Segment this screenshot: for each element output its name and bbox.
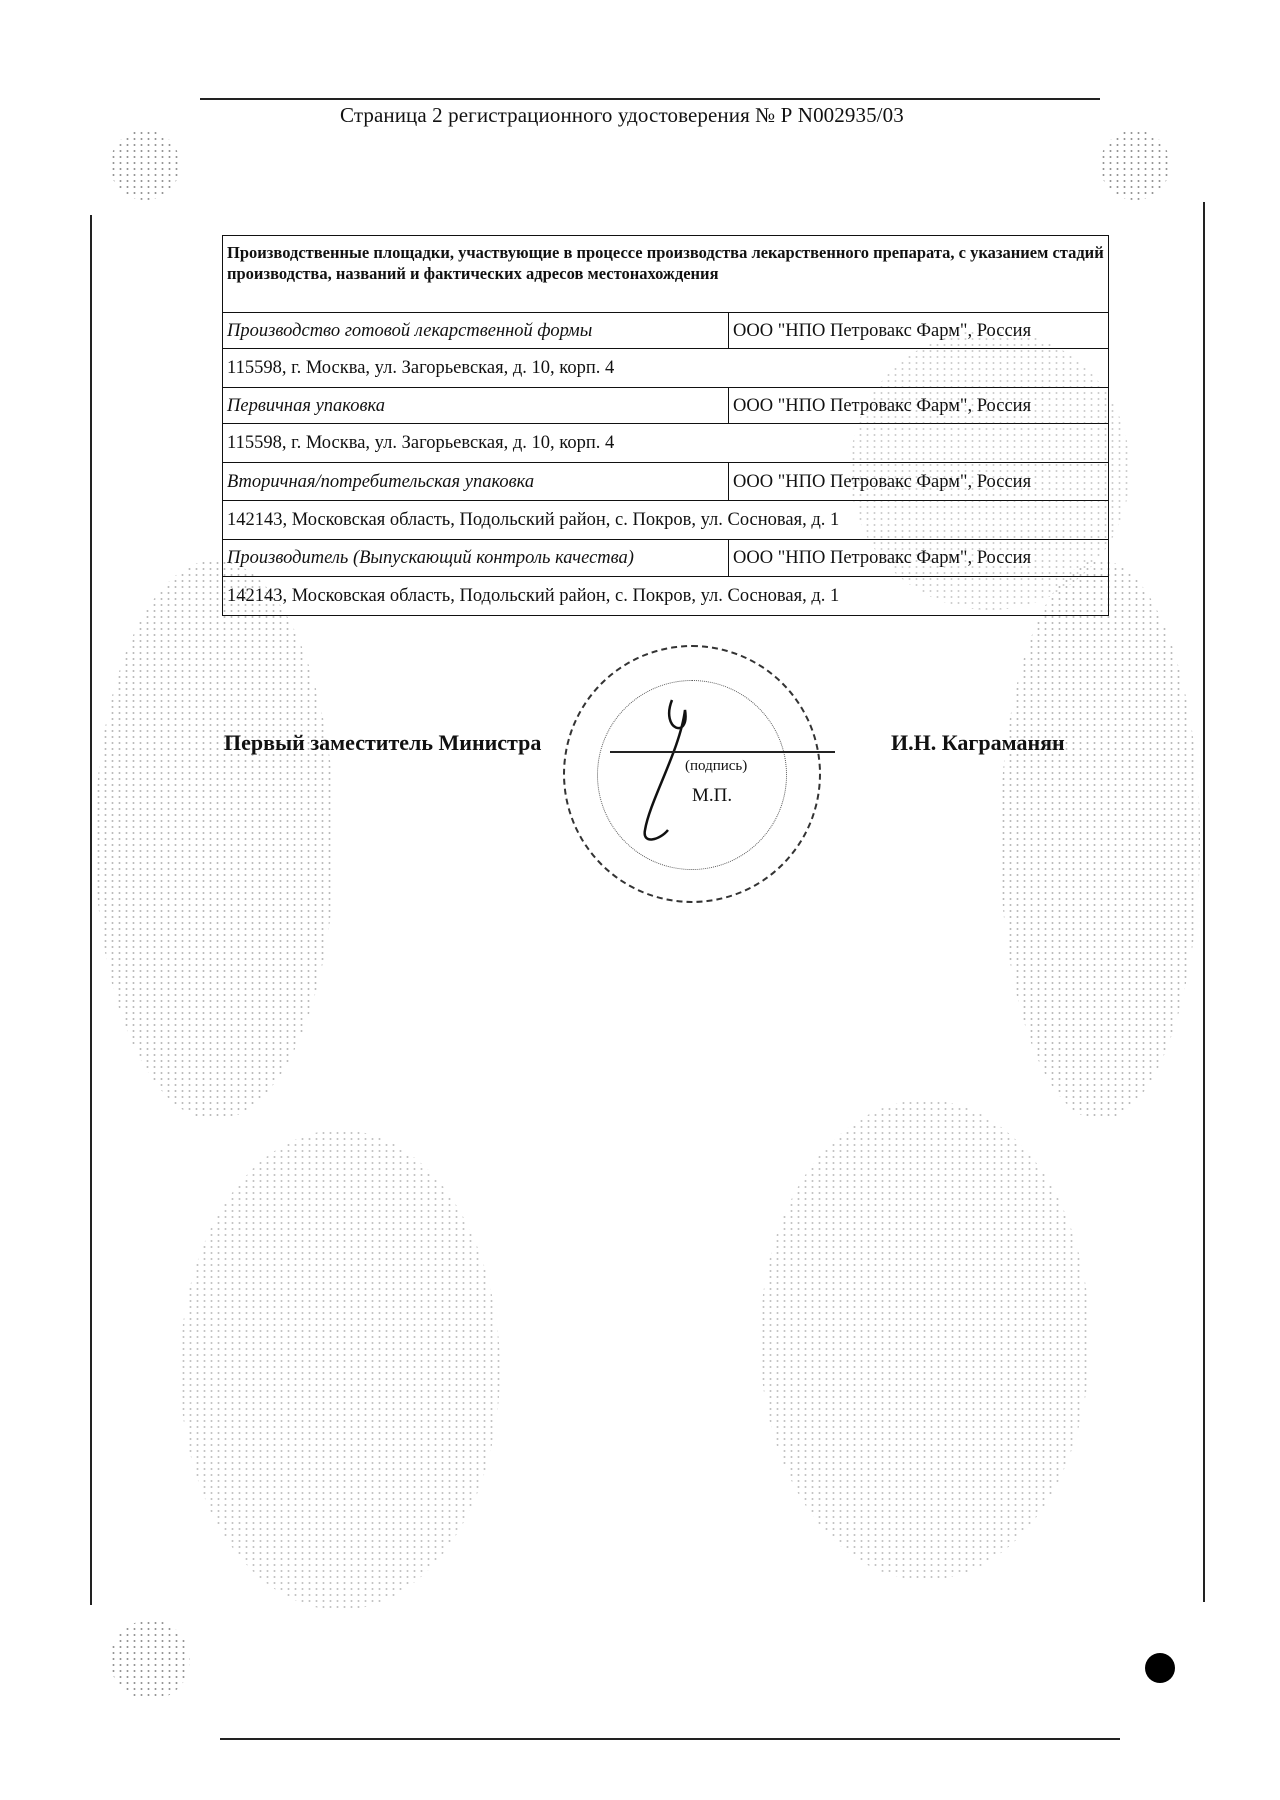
frame-left-line [90,215,92,1605]
stage-cell: Производство готовой лекарственной формы [223,313,729,349]
watermark-pattern [760,1100,1090,1580]
frame-bottom-line [220,1738,1120,1740]
frame-top-line [200,98,1100,100]
stage-cell: Производитель (Выпускающий контроль качества) [223,540,729,577]
organization-cell: ООО "НПО Петровакс Фарм", Россия [729,463,1109,501]
address-cell: 115598, г. Москва, ул. Загорьевская, д. 10, корп. 4 [223,424,1109,463]
organization-cell: ООО "НПО Петровакс Фарм", Россия [729,388,1109,424]
address-cell: 142143, Московская область, Подольский район, с. Покров, ул. Сосновая, д. 1 [223,501,1109,540]
address-cell: 115598, г. Москва, ул. Загорьевская, д. 10, корп. 4 [223,349,1109,388]
table-heading: Производственные площадки, участвующие в процессе производства лекарственного препарата, с указанием стадий производства, названий и фактических адресов местонахождения [223,236,1109,313]
table-row [223,540,1109,577]
table-row [223,313,1109,349]
stage-cell: Первичная упаковка [223,388,729,424]
signatory-name: И.Н. Каграманян [891,730,1065,755]
table-row [223,349,1109,388]
frame-right-line [1203,202,1205,1602]
table-row [223,501,1109,540]
organization-cell: ООО "НПО Петровакс Фарм", Россия [729,313,1109,349]
signature-caption: (подпись) [685,758,748,774]
table-row [223,424,1109,463]
seal-placeholder-mark: М.П. [692,785,733,806]
table-row [223,388,1109,424]
watermark-pattern [95,560,335,1120]
watermark-pattern [1000,560,1200,1120]
page-header: Страница 2 регистрационного удостоверения № Р N002935/03 [340,103,904,127]
table-row [223,577,1109,616]
production-sites-table [222,235,1109,616]
registration-dot [1145,1653,1175,1683]
table-header-row [223,236,1109,313]
table-row [223,463,1109,501]
signature-line [610,751,835,753]
watermark-pattern [180,1130,500,1610]
watermark-pattern [110,1620,190,1700]
address-cell: 142143, Московская область, Подольский район, с. Покров, ул. Сосновая, д. 1 [223,577,1109,616]
watermark-pattern [1100,130,1170,200]
signatory-position: Первый заместитель Министра [224,730,542,755]
watermark-pattern [110,130,180,200]
stage-cell: Вторичная/потребительская упаковка [223,463,729,501]
organization-cell: ООО "НПО Петровакс Фарм", Россия [729,540,1109,577]
